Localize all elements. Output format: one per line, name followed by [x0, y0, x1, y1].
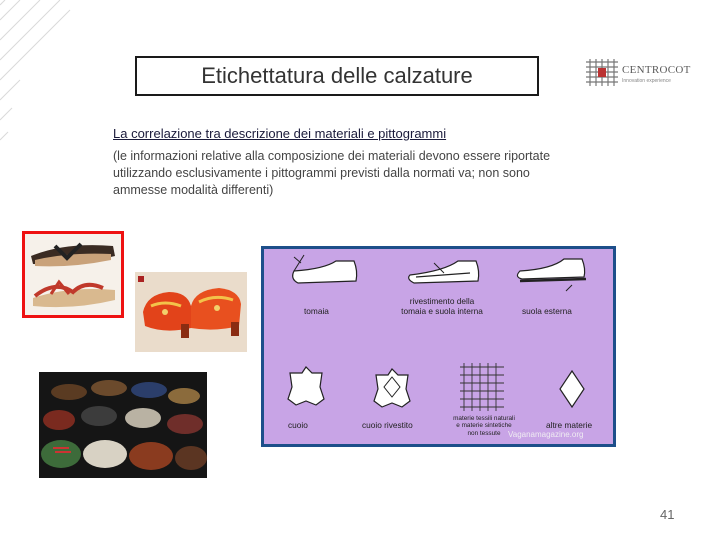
label-cuoio-rivestito: cuoio rivestito — [362, 420, 413, 430]
suola-esterna-shoe-icon — [517, 259, 586, 291]
label-cuoio: cuoio — [288, 420, 308, 430]
tomaia-shoe-icon — [293, 255, 357, 283]
materie-tessili-icon — [460, 363, 504, 411]
watermark-text: Vaganamagazine.org — [508, 430, 584, 439]
label-materie-tessili-line1: materie tessili naturali — [453, 415, 515, 422]
description-text: (le informazioni relative alla composizione dei materiali devono essere riportate utilizzando esclusivamente i pittogrammi previsti dalla normati va; non sono ammesse modalità differenti) — [113, 149, 551, 197]
altre-materie-icon — [560, 371, 584, 407]
section-subheading: La correlazione tra descrizione dei materiali e pittogrammi — [113, 126, 447, 141]
label-materie-tessili-line2: e materie sintetiche — [456, 422, 512, 429]
dress-shoes-photo — [39, 372, 207, 478]
label-rivestimento-line1: rivestimento della — [409, 296, 475, 306]
corner-decoration — [0, 0, 80, 200]
label-materie-tessili-line3: non tessute — [467, 430, 501, 437]
cuoio-rivestito-icon — [374, 369, 410, 407]
cuoio-icon — [288, 367, 324, 405]
label-suola-esterna: suola esterna — [522, 306, 572, 316]
pictogram-panel — [261, 246, 616, 447]
slide-title: Etichettatura delle calzature — [135, 56, 539, 96]
logo-tagline: Innovation experience — [622, 78, 671, 84]
page-number: 41 — [660, 507, 675, 522]
label-tomaia: tomaia — [304, 306, 329, 316]
label-rivestimento-line2: tomaia e suola interna — [401, 306, 483, 316]
red-shoes-photo — [135, 272, 247, 352]
centrocot-logo-mark — [584, 58, 620, 88]
label-altre-materie: altre materie — [546, 420, 593, 430]
centrocot-logo — [584, 54, 694, 92]
logo-name: CENTROCOT — [622, 64, 691, 76]
rivestimento-shoe-icon — [409, 261, 479, 283]
sandals-photo — [22, 231, 124, 318]
